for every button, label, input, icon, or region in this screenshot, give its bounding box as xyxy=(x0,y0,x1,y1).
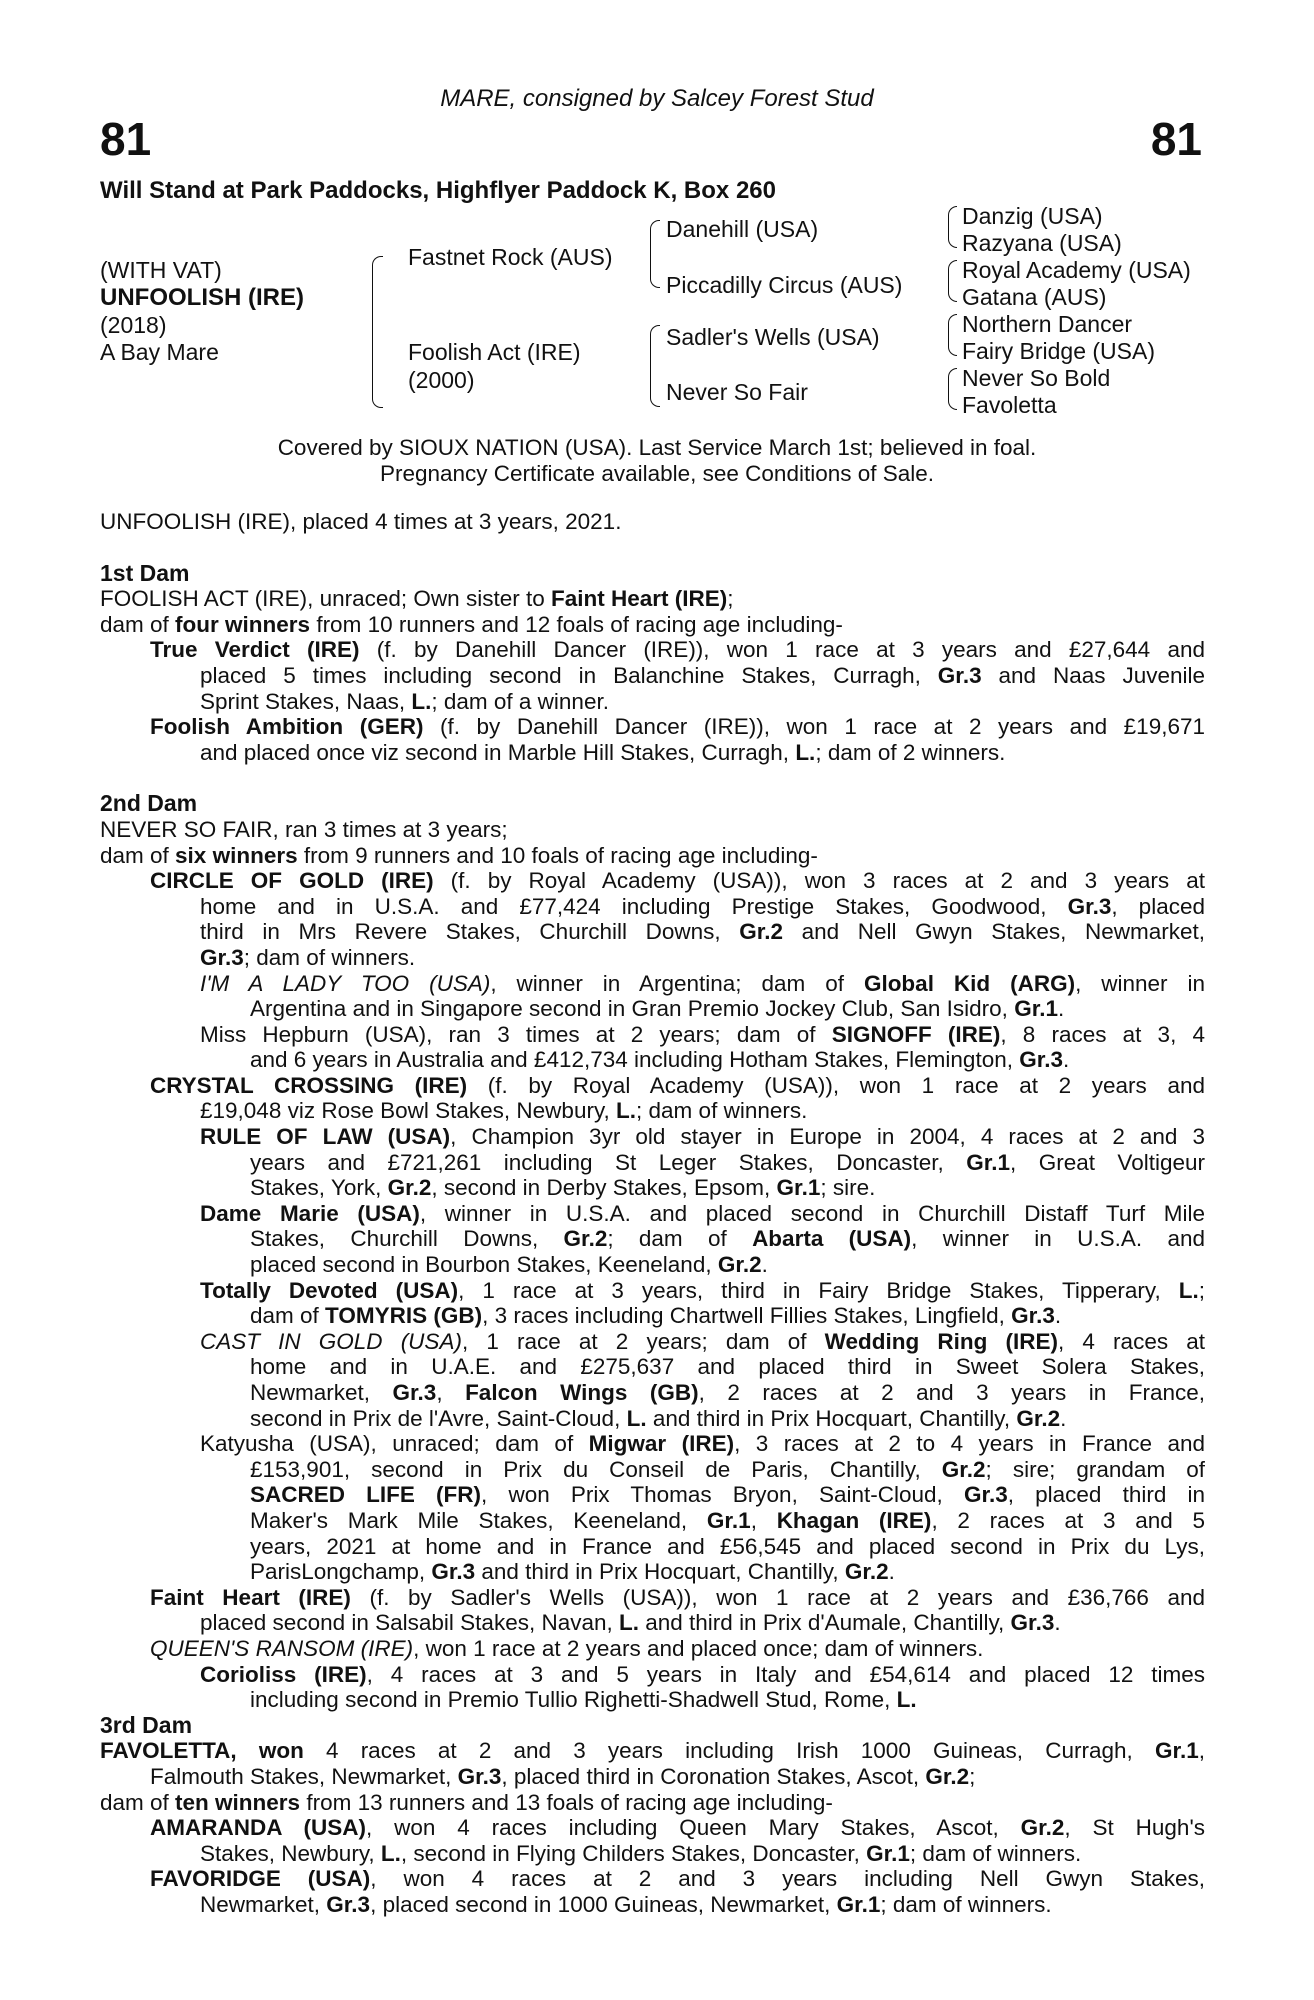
text: , xyxy=(750,1507,777,1533)
ped-sss: Danzig (USA) xyxy=(962,203,1103,229)
bold-text: Gr.1 xyxy=(776,1175,821,1201)
bold-text: 2nd Dam xyxy=(100,791,198,817)
bold-text: Gr.3 xyxy=(457,1763,502,1789)
text: Stakes, Churchill Downs, xyxy=(250,1226,564,1252)
text-line xyxy=(100,1687,1205,1713)
text: , second in Derby Stakes, Epsom, xyxy=(431,1175,777,1201)
text: from 9 runners and 10 foals of racing age including- xyxy=(297,842,818,868)
text: Falmouth Stakes, Newmarket, xyxy=(150,1763,458,1789)
text: Maker's Mark Mile Stakes, Keeneland, xyxy=(250,1507,707,1533)
bold-text: True Verdict (IRE) xyxy=(150,637,360,663)
bold-text: SIGNOFF (IRE) xyxy=(831,1021,1001,1047)
text: , won 4 races including Queen Mary Stakes, Ascot, xyxy=(366,1815,1021,1841)
section-heading xyxy=(100,1713,1205,1739)
text: , placed third in Coronation Stakes, Ascot, xyxy=(501,1763,926,1789)
text: , St Hugh's xyxy=(1064,1815,1205,1841)
text: and Nell Gwyn Stakes, Newmarket, xyxy=(783,919,1205,945)
brace-dam xyxy=(650,325,660,407)
text: . xyxy=(761,1252,768,1278)
text: placed 5 times including second in Balanchine Stakes, Curragh, xyxy=(200,662,938,688)
lot-number-left: 81 xyxy=(100,113,152,165)
bold-text: L. xyxy=(1178,1277,1199,1303)
bold-text: Migwar (IRE) xyxy=(588,1431,735,1457)
bold-text: Gr.1 xyxy=(866,1840,910,1866)
ped-ddd: Favoletta xyxy=(962,392,1057,418)
brace-sire xyxy=(650,220,660,288)
text-line xyxy=(100,1866,1205,1892)
text-line xyxy=(100,586,1205,612)
ped-dss: Northern Dancer xyxy=(962,311,1133,337)
text: . xyxy=(1063,1047,1070,1073)
brace-ss xyxy=(948,206,957,248)
text-line xyxy=(100,817,1205,843)
bold-text: Faint Heart (IRE) xyxy=(150,1584,351,1610)
bold-text: Gr.1 xyxy=(966,1149,1010,1175)
bold-text: Gr.3 xyxy=(200,944,244,970)
text: dam of xyxy=(100,842,176,868)
text-line xyxy=(100,1815,1205,1841)
ped-sdd: Gatana (AUS) xyxy=(962,284,1107,310)
bold-text: SACRED LIFE (FR) xyxy=(250,1482,482,1508)
bold-text: Corioliss (IRE) xyxy=(200,1661,367,1687)
italic-text: QUEEN'S RANSOM (IRE) xyxy=(150,1635,414,1661)
bold-text: Gr.3 xyxy=(1067,893,1112,919)
bold-text: Gr.3 xyxy=(431,1559,476,1585)
bold-text: L. xyxy=(411,688,432,714)
text: , 4 races at xyxy=(1058,1328,1205,1354)
text-line xyxy=(100,1457,1205,1483)
text-line xyxy=(100,1150,1205,1176)
text: and third in Prix d'Aumale, Chantilly, xyxy=(639,1610,1011,1636)
text-line xyxy=(100,637,1205,663)
text: , 1 race at 2 years; dam of xyxy=(461,1328,825,1354)
bold-text: six winners xyxy=(175,842,298,868)
text: and placed once viz second in Marble Hill Stakes, Curragh, xyxy=(200,739,796,765)
brace-horse xyxy=(372,256,383,408)
text: and Naas Juvenile xyxy=(981,662,1205,688)
bold-text: Gr.3 xyxy=(1019,1047,1063,1073)
bold-text: Gr.1 xyxy=(706,1507,751,1533)
text-line xyxy=(100,1252,1205,1278)
bold-text: L. xyxy=(795,739,816,765)
bold-text: Gr.1 xyxy=(1154,1738,1199,1764)
text: from 10 runners and 12 foals of racing age including- xyxy=(310,611,843,637)
dam-dam: Never So Fair xyxy=(666,379,808,405)
text-line xyxy=(100,1303,1205,1329)
text: Argentina and in Singapore second in Gran Premio Jockey Club, San Isidro, xyxy=(250,996,1015,1022)
bold-text: Gr.1 xyxy=(1014,996,1058,1022)
text: (f. by Royal Academy (USA)), won 3 races at 2 and 3 years at xyxy=(433,868,1205,894)
bold-text: L. xyxy=(896,1687,917,1713)
section-gap xyxy=(100,535,1205,561)
text-line xyxy=(100,663,1205,689)
text: Newmarket, xyxy=(200,1891,327,1917)
text-line xyxy=(100,1610,1205,1636)
text-line xyxy=(100,509,1205,535)
text: Miss Hepburn (USA), ran 3 times at 2 years; dam of xyxy=(200,1021,832,1047)
bold-text: Gr.1 xyxy=(836,1891,881,1917)
bold-text: Khagan (IRE) xyxy=(776,1507,932,1533)
bold-text: Foolish Ambition (GER) xyxy=(150,714,424,740)
text-line xyxy=(100,1226,1205,1252)
text-line xyxy=(100,1278,1205,1304)
bold-text: L. xyxy=(380,1840,401,1866)
text: and 6 years in Australia and £412,734 including Hotham Stakes, Flemington, xyxy=(250,1047,1020,1073)
text: , won 4 races at 2 and 3 years including Nell Gwyn Stakes, xyxy=(370,1866,1205,1892)
text-line xyxy=(100,1098,1205,1124)
stand-location: Will Stand at Park Paddocks, Highflyer Paddock K, Box 260 xyxy=(100,177,776,204)
text: . xyxy=(1054,1303,1062,1329)
text: FOOLISH ACT (IRE), unraced; Own sister to xyxy=(100,586,551,612)
italic-text: I'M A LADY TOO (USA) xyxy=(200,970,491,996)
text: ; xyxy=(969,1763,976,1789)
text: (f. by Danehill Dancer (IRE)), won 1 race at 2 years and £19,671 xyxy=(423,714,1205,740)
bold-text: Global Kid (ARG) xyxy=(863,970,1076,996)
text: , placed second in 1000 Guineas, Newmarket, xyxy=(370,1891,837,1917)
text: ; dam of xyxy=(607,1226,753,1252)
text: , winner in Argentina; dam of xyxy=(490,970,864,996)
text: third in Mrs Revere Stakes, Churchill Downs, xyxy=(200,919,740,945)
covering-line-2: Pregnancy Certificate available, see Conditions of Sale. xyxy=(379,461,935,486)
text: Stakes, York, xyxy=(250,1175,388,1201)
text: , xyxy=(1198,1738,1205,1764)
bold-text: Gr.2 xyxy=(941,1456,986,1482)
text-line xyxy=(100,1738,1205,1764)
text: , 3 races at 2 to 4 years in France and xyxy=(734,1431,1205,1457)
section-heading xyxy=(100,791,1205,817)
bold-text: Wedding Ring (IRE) xyxy=(824,1328,1059,1354)
dam-sire: Sadler's Wells (USA) xyxy=(666,324,880,350)
text-line xyxy=(100,1892,1205,1918)
text: £153,901, second in Prix du Conseil de Paris, Chantilly, xyxy=(250,1456,942,1482)
text: , Champion 3yr old stayer in Europe in 2004, 4 races at 2 and 3 xyxy=(450,1124,1205,1150)
bold-text: Gr.2 xyxy=(1016,1405,1061,1431)
horse-name: UNFOOLISH (IRE) xyxy=(100,284,304,311)
text: ; dam of 2 winners. xyxy=(815,739,1006,765)
bold-text: Gr.2 xyxy=(717,1252,762,1278)
brace-ds xyxy=(948,314,957,356)
text-line xyxy=(100,1073,1205,1099)
ped-sds: Royal Academy (USA) xyxy=(962,257,1191,283)
text-line xyxy=(100,1559,1205,1585)
text: , xyxy=(436,1380,466,1405)
text: , Great Voltigeur xyxy=(1010,1149,1205,1175)
text-line xyxy=(100,1482,1205,1508)
text: , 3 races including Chartwell Fillies Stakes, Lingfield, xyxy=(482,1303,1012,1329)
bold-text: RULE OF LAW (USA) xyxy=(200,1124,451,1150)
sire-sire: Danehill (USA) xyxy=(666,216,819,242)
text-line xyxy=(100,1431,1205,1457)
ped-ssd: Razyana (USA) xyxy=(962,230,1122,256)
text-line xyxy=(100,919,1205,945)
text: UNFOOLISH (IRE), placed 4 times at 3 years, 2021. xyxy=(100,509,622,534)
bold-text: Dame Marie (USA) xyxy=(200,1200,420,1226)
text-line xyxy=(100,1175,1205,1201)
text-line xyxy=(100,1022,1205,1048)
text-line xyxy=(100,1380,1205,1406)
text: and third in Prix Hocquart, Chantilly, xyxy=(475,1559,845,1585)
bold-text: Falcon Wings (GB) xyxy=(465,1380,699,1405)
catalogue-body xyxy=(100,509,1205,1917)
text: , 8 races at 3, 4 xyxy=(1000,1021,1205,1047)
bold-text: ten winners xyxy=(175,1789,301,1815)
bold-text: TOMYRIS (GB) xyxy=(325,1303,483,1329)
text-line xyxy=(100,1406,1205,1432)
text-line xyxy=(100,1534,1205,1560)
section-heading xyxy=(100,561,1205,587)
text-line xyxy=(100,714,1205,740)
text: , placed xyxy=(1111,893,1205,919)
bold-text: L. xyxy=(626,1405,647,1431)
bold-text: Faint Heart (IRE) xyxy=(550,586,728,612)
text: dam of xyxy=(250,1303,326,1329)
bold-text: Gr.3 xyxy=(1010,1610,1055,1636)
text-line xyxy=(100,1662,1205,1688)
text: . xyxy=(1057,996,1065,1022)
text-line xyxy=(100,945,1205,971)
text: (f. by Sadler's Wells (USA)), won 1 race at 2 years and £36,766 and xyxy=(350,1584,1205,1610)
text: Sprint Stakes, Naas, xyxy=(200,688,412,714)
text-line xyxy=(100,1354,1205,1380)
text-line xyxy=(100,1124,1205,1150)
horse-year: (2018) xyxy=(100,312,167,338)
bold-text: Gr.2 xyxy=(844,1559,889,1585)
text-line xyxy=(100,740,1205,766)
bold-text: CIRCLE OF GOLD (IRE) xyxy=(150,868,434,894)
text-line xyxy=(100,971,1205,997)
text: , winner in U.S.A. and xyxy=(911,1226,1205,1252)
text: NEVER SO FAIR, ran 3 times at 3 years; xyxy=(100,816,508,842)
bold-text: Gr.2 xyxy=(1020,1815,1065,1841)
text-line xyxy=(100,894,1205,920)
text: home and in U.A.E. and £275,637 and placed third in Sweet Solera Stakes, xyxy=(250,1354,1205,1380)
bold-text: CRYSTAL CROSSING (IRE) xyxy=(150,1072,468,1098)
text: £19,048 viz Rose Bowl Stakes, Newbury, xyxy=(200,1098,617,1124)
text: placed second in Bourbon Stakes, Keeneland, xyxy=(250,1252,718,1278)
text: . xyxy=(1054,1610,1061,1636)
text-line xyxy=(100,1201,1205,1227)
text: , 2 races at 3 and 5 xyxy=(931,1507,1205,1533)
brace-sd xyxy=(948,260,957,302)
text-line xyxy=(100,1764,1205,1790)
text: ; dam of winners. xyxy=(909,1840,1082,1866)
text: , winner in U.S.A. and placed second in Churchill Distaff Turf Mile xyxy=(419,1200,1205,1226)
horse-description: A Bay Mare xyxy=(100,339,219,365)
brace-dd xyxy=(948,368,957,410)
text: Stakes, Newbury, xyxy=(200,1840,381,1866)
text: ParisLongchamp, xyxy=(250,1559,432,1585)
text-line xyxy=(100,612,1205,638)
sire-name: Fastnet Rock (AUS) xyxy=(408,244,613,270)
text-line xyxy=(100,868,1205,894)
text: , won 1 race at 2 years and placed once; dam of winners. xyxy=(413,1635,984,1661)
bold-text: Gr.2 xyxy=(925,1763,970,1789)
lot-number-right: 81 xyxy=(1150,113,1202,165)
text: , 2 races at 2 and 3 years in France, xyxy=(698,1380,1205,1405)
text: dam of xyxy=(100,611,176,637)
consignor-line: MARE, consigned by Salcey Forest Stud xyxy=(440,85,874,112)
text-line xyxy=(100,843,1205,869)
bold-text: Abarta (USA) xyxy=(752,1226,912,1252)
text-line xyxy=(100,1636,1205,1662)
text-line xyxy=(100,1790,1205,1816)
text-line xyxy=(100,1841,1205,1867)
text: ; sire; grandam of xyxy=(985,1456,1205,1482)
text: placed second in Salsabil Stakes, Navan, xyxy=(200,1610,619,1636)
text: ; xyxy=(1198,1277,1205,1303)
text: , winner in xyxy=(1075,970,1205,996)
text: home and in U.S.A. and £77,424 including Prestige Stakes, Goodwood, xyxy=(200,893,1068,919)
sire-dam: Piccadilly Circus (AUS) xyxy=(666,272,903,298)
bold-text: Gr.2 xyxy=(563,1226,608,1252)
text-line xyxy=(100,1047,1205,1073)
dam-name: Foolish Act (IRE) xyxy=(408,339,581,365)
text: ; dam of winners. xyxy=(243,944,416,970)
text: , 1 race at 3 years, third in Fairy Bridge Stakes, Tipperary, xyxy=(458,1277,1179,1303)
bold-text: AMARANDA (USA) xyxy=(150,1815,367,1841)
text: and third in Prix Hocquart, Chantilly, xyxy=(646,1405,1017,1431)
text-line xyxy=(100,1329,1205,1355)
dam-year: (2000) xyxy=(408,367,475,393)
covering-line-1: Covered by SIOUX NATION (USA). Last Service March 1st; believed in foal. xyxy=(277,435,1037,460)
text: ; dam of a winner. xyxy=(431,688,609,714)
text: years and £721,261 including St Leger Stakes, Doncaster, xyxy=(250,1149,967,1175)
text: dam of xyxy=(100,1789,176,1815)
text: ; xyxy=(727,586,734,612)
bold-text: Gr.3 xyxy=(326,1891,371,1917)
bold-text: L. xyxy=(616,1098,637,1124)
text: Newmarket, xyxy=(250,1380,393,1405)
bold-text: 1st Dam xyxy=(100,560,190,586)
bold-text: FAVORIDGE (USA) xyxy=(150,1866,371,1892)
bold-text: Gr.3 xyxy=(963,1482,1008,1508)
text-line xyxy=(100,1508,1205,1534)
bold-text: L. xyxy=(619,1610,639,1636)
bold-text: Gr.2 xyxy=(387,1175,432,1201)
ped-dsd: Fairy Bridge (USA) xyxy=(962,338,1155,364)
ped-dds: Never So Bold xyxy=(962,365,1111,391)
text: ; dam of winners. xyxy=(880,1891,1052,1917)
bold-text: Gr.3 xyxy=(937,662,982,688)
text: (f. by Royal Academy (USA)), won 1 race at 2 years and xyxy=(467,1072,1205,1098)
bold-text: FAVOLETTA, won xyxy=(100,1738,304,1764)
text-line xyxy=(100,1585,1205,1611)
text: , placed third in xyxy=(1007,1482,1205,1508)
text: Katyusha (USA), unraced; dam of xyxy=(200,1431,589,1457)
text: . xyxy=(1060,1405,1067,1431)
text: , won Prix Thomas Bryon, Saint-Cloud, xyxy=(481,1482,964,1508)
text: including second in Premio Tullio Righetti-Shadwell Stud, Rome, xyxy=(250,1687,897,1713)
text: from 13 runners and 13 foals of racing age including- xyxy=(300,1789,833,1815)
bold-text: four winners xyxy=(175,611,311,637)
text-line xyxy=(100,689,1205,715)
bold-text: 3rd Dam xyxy=(100,1712,193,1738)
text: , 4 races at 3 and 5 years in Italy and £54,614 and placed 12 times xyxy=(366,1661,1205,1687)
section-gap xyxy=(100,765,1205,791)
text: ; dam of winners. xyxy=(636,1098,808,1124)
text: years, 2021 at home and in France and £56,545 and placed second in Prix du Lys, xyxy=(250,1533,1205,1559)
text: (f. by Danehill Dancer (IRE)), won 1 race at 3 years and £27,644 and xyxy=(359,637,1205,663)
bold-text: Gr.2 xyxy=(739,919,784,945)
bold-text: Gr.3 xyxy=(392,1380,437,1405)
bold-text: Totally Devoted (USA) xyxy=(200,1277,459,1303)
text: second in Prix de l'Avre, Saint-Cloud, xyxy=(250,1405,627,1431)
italic-text: CAST IN GOLD (USA) xyxy=(200,1328,462,1354)
text: 4 races at 2 and 3 years including Irish 1000 Guineas, Curragh, xyxy=(303,1738,1155,1764)
text: , second in Flying Childers Stakes, Doncaster, xyxy=(400,1840,867,1866)
text-line xyxy=(100,996,1205,1022)
text: . xyxy=(888,1559,895,1585)
bold-text: Gr.3 xyxy=(1011,1303,1055,1329)
vat-note: (WITH VAT) xyxy=(100,257,222,283)
text: ; sire. xyxy=(820,1175,876,1201)
